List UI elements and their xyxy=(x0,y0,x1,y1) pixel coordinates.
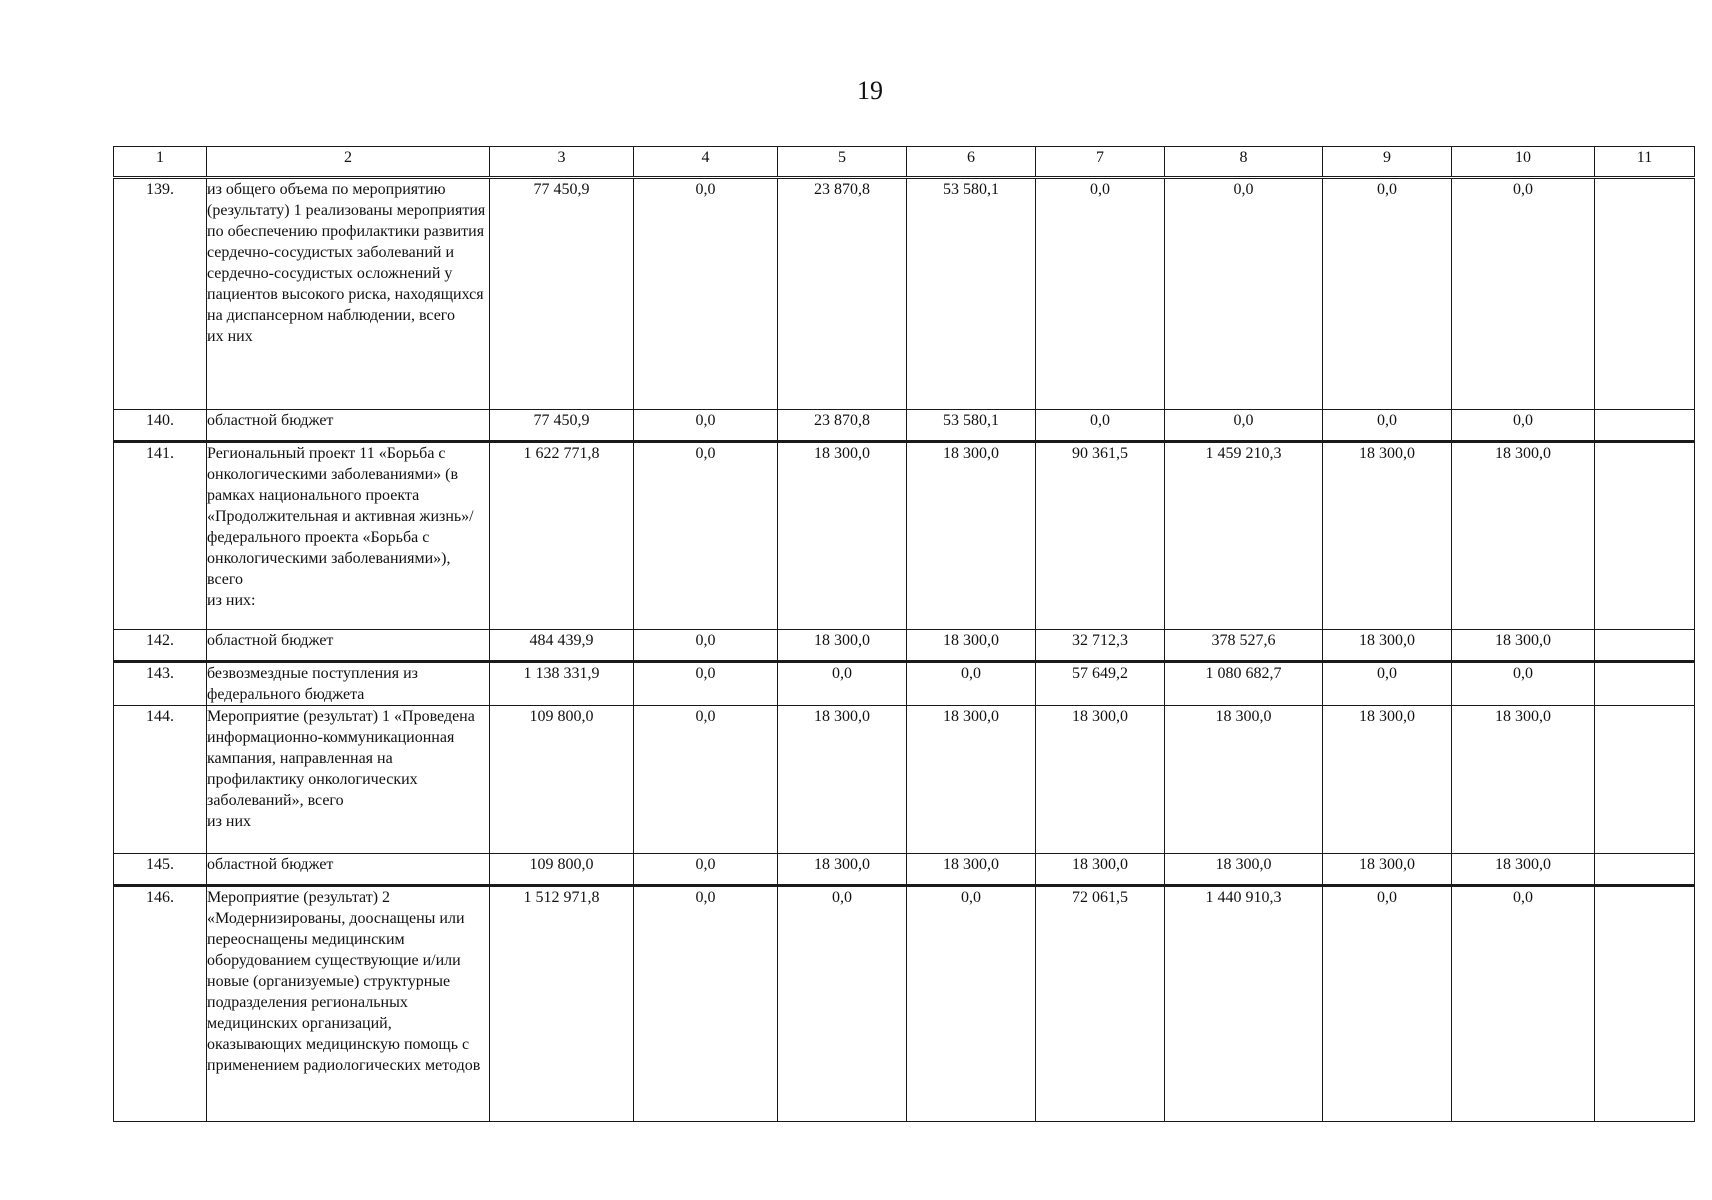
budget-table xyxy=(113,146,1695,1122)
column-header: 5 xyxy=(778,147,907,178)
value-cell-col-11 xyxy=(1595,854,1695,886)
value-cell-col-7: 0,0 xyxy=(1036,410,1165,442)
row-description: областной бюджет xyxy=(207,630,490,662)
value-cell-col-7: 0,0 xyxy=(1036,178,1165,410)
column-header: 7 xyxy=(1036,147,1165,178)
value-cell-col-3: 109 800,0 xyxy=(490,706,634,854)
value-cell-col-9: 18 300,0 xyxy=(1323,706,1452,854)
value-cell-col-7: 57 649,2 xyxy=(1036,662,1165,706)
value-cell-col-8: 1 459 210,3 xyxy=(1165,442,1323,630)
table-row xyxy=(114,178,1695,410)
value-cell-col-3: 77 450,9 xyxy=(490,410,634,442)
value-cell-col-7: 18 300,0 xyxy=(1036,854,1165,886)
value-cell-col-10: 0,0 xyxy=(1452,410,1595,442)
value-cell-col-4: 0,0 xyxy=(634,706,778,854)
row-number: 141. xyxy=(114,442,207,630)
column-header: 4 xyxy=(634,147,778,178)
table-row xyxy=(114,630,1695,662)
column-number-header-row xyxy=(114,147,1695,178)
value-cell-col-8: 18 300,0 xyxy=(1165,854,1323,886)
page-number: 19 xyxy=(857,76,883,105)
column-header: 1 xyxy=(114,147,207,178)
column-header: 11 xyxy=(1595,147,1695,178)
value-cell-col-8: 18 300,0 xyxy=(1165,706,1323,854)
value-cell-col-9: 0,0 xyxy=(1323,886,1452,1122)
value-cell-col-5: 18 300,0 xyxy=(778,854,907,886)
value-cell-col-10: 18 300,0 xyxy=(1452,442,1595,630)
table-row xyxy=(114,662,1695,706)
value-cell-col-4: 0,0 xyxy=(634,854,778,886)
value-cell-col-4: 0,0 xyxy=(634,630,778,662)
value-cell-col-6: 0,0 xyxy=(907,886,1036,1122)
value-cell-col-8: 378 527,6 xyxy=(1165,630,1323,662)
value-cell-col-9: 18 300,0 xyxy=(1323,442,1452,630)
column-header: 10 xyxy=(1452,147,1595,178)
value-cell-col-10: 0,0 xyxy=(1452,662,1595,706)
value-cell-col-5: 0,0 xyxy=(778,886,907,1122)
row-description: Мероприятие (результат) 2 «Модернизированы, дооснащены или переоснащены медицинским оборудованием существующие и/или новые (организуемые) структурные подразделения региональных медицинских организаций, оказывающих медицинскую помощь с применением радиологических методов xyxy=(207,886,490,1122)
value-cell-col-11 xyxy=(1595,706,1695,854)
table-row xyxy=(114,854,1695,886)
value-cell-col-10: 18 300,0 xyxy=(1452,630,1595,662)
value-cell-col-11 xyxy=(1595,410,1695,442)
value-cell-col-11 xyxy=(1595,178,1695,410)
value-cell-col-4: 0,0 xyxy=(634,178,778,410)
value-cell-col-5: 23 870,8 xyxy=(778,178,907,410)
value-cell-col-5: 18 300,0 xyxy=(778,706,907,854)
value-cell-col-6: 53 580,1 xyxy=(907,410,1036,442)
row-description: из общего объема по мероприятию (результату) 1 реализованы мероприятия по обеспечению профилактики развития сердечно-сосудистых заболеваний и сердечно-сосудистых осложнений у пациентов высокого риска, находящихся на диспансерном наблюдении, всего их них xyxy=(207,178,490,410)
value-cell-col-5: 18 300,0 xyxy=(778,630,907,662)
value-cell-col-10: 0,0 xyxy=(1452,178,1595,410)
row-number: 145. xyxy=(114,854,207,886)
row-description: Мероприятие (результат) 1 «Проведена информационно-коммуникационная кампания, направленная на профилактику онкологических заболеваний», всего из них xyxy=(207,706,490,854)
column-header: 9 xyxy=(1323,147,1452,178)
value-cell-col-4: 0,0 xyxy=(634,410,778,442)
value-cell-col-3: 109 800,0 xyxy=(490,854,634,886)
table-row xyxy=(114,706,1695,854)
value-cell-col-4: 0,0 xyxy=(634,442,778,630)
value-cell-col-7: 72 061,5 xyxy=(1036,886,1165,1122)
column-header: 3 xyxy=(490,147,634,178)
value-cell-col-6: 18 300,0 xyxy=(907,630,1036,662)
value-cell-col-11 xyxy=(1595,662,1695,706)
value-cell-col-9: 18 300,0 xyxy=(1323,854,1452,886)
value-cell-col-9: 0,0 xyxy=(1323,662,1452,706)
value-cell-col-3: 484 439,9 xyxy=(490,630,634,662)
row-description: Региональный проект 11 «Борьба с онкологическими заболеваниями» (в рамках национального проекта «Продолжительная и активная жизнь»/федерального проекта «Борьба с онкологическими заболеваниями»), всего из них: xyxy=(207,442,490,630)
value-cell-col-11 xyxy=(1595,886,1695,1122)
value-cell-col-5: 18 300,0 xyxy=(778,442,907,630)
row-number: 144. xyxy=(114,706,207,854)
column-header: 2 xyxy=(207,147,490,178)
value-cell-col-3: 1 512 971,8 xyxy=(490,886,634,1122)
value-cell-col-6: 18 300,0 xyxy=(907,442,1036,630)
column-header: 8 xyxy=(1165,147,1323,178)
value-cell-col-7: 90 361,5 xyxy=(1036,442,1165,630)
value-cell-col-4: 0,0 xyxy=(634,886,778,1122)
value-cell-col-7: 32 712,3 xyxy=(1036,630,1165,662)
row-number: 142. xyxy=(114,630,207,662)
value-cell-col-7: 18 300,0 xyxy=(1036,706,1165,854)
row-description: областной бюджет xyxy=(207,854,490,886)
value-cell-col-8: 1 080 682,7 xyxy=(1165,662,1323,706)
column-header: 6 xyxy=(907,147,1036,178)
table-row xyxy=(114,442,1695,630)
value-cell-col-3: 1 138 331,9 xyxy=(490,662,634,706)
value-cell-col-6: 0,0 xyxy=(907,662,1036,706)
value-cell-col-3: 1 622 771,8 xyxy=(490,442,634,630)
value-cell-col-3: 77 450,9 xyxy=(490,178,634,410)
value-cell-col-11 xyxy=(1595,442,1695,630)
row-number: 146. xyxy=(114,886,207,1122)
value-cell-col-8: 1 440 910,3 xyxy=(1165,886,1323,1122)
value-cell-col-11 xyxy=(1595,630,1695,662)
value-cell-col-5: 23 870,8 xyxy=(778,410,907,442)
value-cell-col-9: 0,0 xyxy=(1323,410,1452,442)
row-description: безвозмездные поступления из федерального бюджета xyxy=(207,662,490,706)
row-number: 143. xyxy=(114,662,207,706)
table-row xyxy=(114,886,1695,1122)
row-number: 140. xyxy=(114,410,207,442)
value-cell-col-8: 0,0 xyxy=(1165,178,1323,410)
value-cell-col-6: 18 300,0 xyxy=(907,854,1036,886)
table-row xyxy=(114,410,1695,442)
value-cell-col-6: 53 580,1 xyxy=(907,178,1036,410)
value-cell-col-10: 18 300,0 xyxy=(1452,854,1595,886)
value-cell-col-6: 18 300,0 xyxy=(907,706,1036,854)
value-cell-col-9: 18 300,0 xyxy=(1323,630,1452,662)
row-number: 139. xyxy=(114,178,207,410)
value-cell-col-10: 18 300,0 xyxy=(1452,706,1595,854)
value-cell-col-4: 0,0 xyxy=(634,662,778,706)
value-cell-col-8: 0,0 xyxy=(1165,410,1323,442)
value-cell-col-10: 0,0 xyxy=(1452,886,1595,1122)
row-description: областной бюджет xyxy=(207,410,490,442)
value-cell-col-5: 0,0 xyxy=(778,662,907,706)
value-cell-col-9: 0,0 xyxy=(1323,178,1452,410)
